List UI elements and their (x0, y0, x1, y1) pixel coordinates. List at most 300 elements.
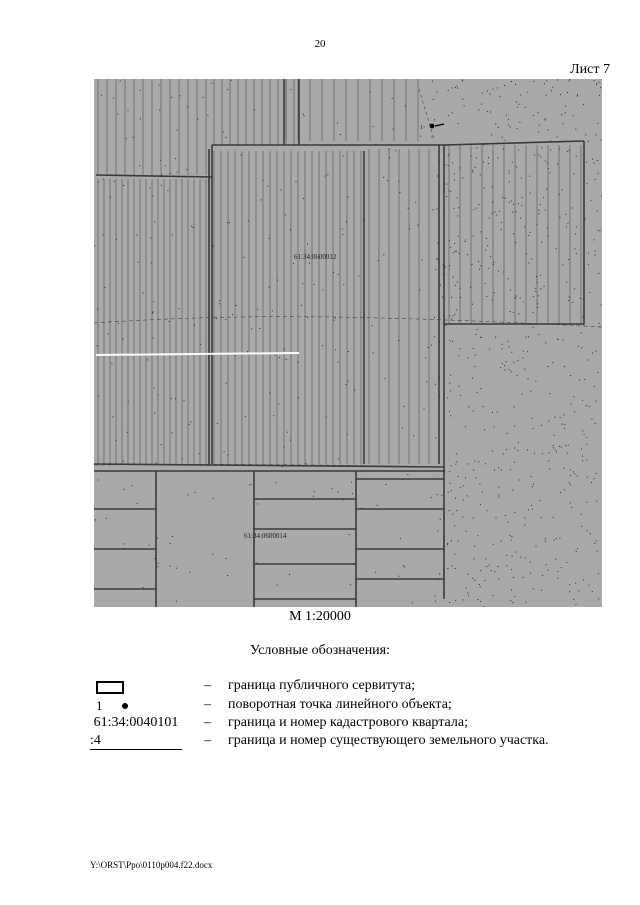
noise-dot (445, 145, 446, 146)
noise-dot (251, 484, 252, 485)
noise-dot (404, 566, 405, 567)
noise-dot (337, 123, 338, 124)
noise-dot (545, 119, 546, 120)
noise-dot (545, 541, 546, 542)
noise-dot (211, 83, 212, 84)
noise-dot (192, 227, 193, 228)
noise-dot (432, 81, 433, 82)
noise-dot (526, 602, 527, 603)
noise-dot (458, 476, 459, 477)
noise-dot (219, 303, 220, 304)
noise-dot (540, 500, 541, 501)
noise-dot (559, 446, 560, 447)
noise-dot (243, 257, 244, 258)
noise-dot (158, 394, 159, 395)
servitude-rectangle-icon (96, 681, 124, 694)
noise-dot (477, 599, 478, 600)
noise-dot (533, 484, 534, 485)
noise-dot (549, 452, 550, 453)
noise-dot (304, 116, 305, 117)
noise-dot (284, 349, 285, 350)
noise-dot (443, 265, 444, 266)
noise-dot (514, 462, 515, 463)
noise-dot (554, 417, 555, 418)
noise-dot (537, 307, 538, 308)
noise-dot (143, 587, 144, 588)
noise-dot (530, 193, 531, 194)
noise-dot (597, 160, 598, 161)
page-number: 20 (314, 38, 326, 50)
noise-dot (577, 96, 578, 97)
noise-dot (541, 242, 542, 243)
noise-dot (497, 412, 498, 413)
noise-dot (122, 339, 123, 340)
noise-dot (512, 602, 513, 603)
noise-dot (449, 510, 450, 511)
noise-dot (565, 112, 566, 113)
noise-dot (562, 424, 563, 425)
noise-dot (467, 495, 468, 496)
noise-dot (226, 383, 227, 384)
noise-dot (508, 125, 509, 126)
noise-dot (574, 173, 575, 174)
noise-dot (511, 81, 512, 82)
noise-dot (224, 451, 225, 452)
noise-dot (595, 179, 596, 180)
quarter-label-south: 61:34:0600014 (244, 532, 287, 540)
noise-dot (373, 126, 374, 127)
noise-dot (176, 568, 177, 569)
noise-dot (552, 87, 553, 88)
noise-dot (540, 204, 541, 205)
noise-dot (509, 170, 510, 171)
noise-dot (544, 286, 545, 287)
noise-dot (468, 463, 469, 464)
noise-dot (493, 89, 494, 90)
noise-dot (550, 150, 551, 151)
noise-dot (449, 240, 450, 241)
noise-dot (437, 259, 438, 260)
noise-dot (563, 414, 564, 415)
noise-dot (227, 89, 228, 90)
noise-dot (589, 292, 590, 293)
noise-dot (463, 486, 464, 487)
noise-dot (480, 570, 481, 571)
noise-dot (518, 442, 519, 443)
noise-dot (564, 366, 565, 367)
noise-dot (395, 150, 396, 151)
noise-dot (495, 124, 496, 125)
noise-dot (492, 412, 493, 413)
noise-dot (514, 448, 515, 449)
noise-dot (504, 370, 505, 371)
point-label: 1 (420, 125, 423, 131)
noise-dot (599, 82, 600, 83)
noise-dot (194, 325, 195, 326)
noise-dot (358, 276, 359, 277)
noise-dot (494, 427, 495, 428)
noise-dot (449, 602, 450, 603)
noise-dot (470, 156, 471, 157)
noise-dot (452, 513, 453, 514)
noise-dot (334, 320, 335, 321)
noise-dot (548, 129, 549, 130)
noise-dot (559, 194, 560, 195)
noise-dot (460, 297, 461, 298)
noise-dot (493, 544, 494, 545)
noise-dot (501, 222, 502, 223)
noise-dot (289, 574, 290, 575)
noise-dot (498, 158, 499, 159)
noise-dot (582, 460, 583, 461)
noise-dot (523, 357, 524, 358)
noise-dot (528, 235, 529, 236)
noise-dot (553, 435, 554, 436)
noise-dot (591, 482, 592, 483)
noise-dot (447, 568, 448, 569)
noise-dot (473, 235, 474, 236)
noise-dot (587, 530, 588, 531)
noise-dot (106, 518, 107, 519)
noise-dot (582, 347, 583, 348)
noise-dot (460, 288, 461, 289)
noise-dot (531, 418, 532, 419)
noise-dot (452, 112, 453, 113)
noise-dot (435, 601, 436, 602)
noise-dot (490, 112, 491, 113)
noise-dot (570, 375, 571, 376)
noise-dot (259, 328, 260, 329)
noise-dot (535, 288, 536, 289)
noise-dot (138, 262, 139, 263)
noise-dot (158, 563, 159, 564)
noise-dot (533, 588, 534, 589)
noise-dot (480, 601, 481, 602)
noise-dot (170, 173, 171, 174)
noise-dot (542, 575, 543, 576)
noise-dot (160, 160, 161, 161)
noise-dot (514, 512, 515, 513)
noise-dot (226, 558, 227, 559)
noise-dot (520, 218, 521, 219)
noise-dot (460, 395, 461, 396)
noise-dot (450, 415, 451, 416)
noise-dot (474, 580, 475, 581)
noise-dot (449, 411, 450, 412)
noise-dot (503, 454, 504, 455)
noise-dot (370, 92, 371, 93)
noise-dot (529, 176, 530, 177)
noise-dot (492, 187, 493, 188)
noise-dot (548, 168, 549, 169)
noise-dot (176, 601, 177, 602)
noise-dot (463, 599, 464, 600)
noise-dot (275, 355, 276, 356)
noise-dot (475, 355, 476, 356)
noise-dot (533, 296, 534, 297)
noise-dot (480, 265, 481, 266)
noise-dot (597, 211, 598, 212)
noise-dot (487, 510, 488, 511)
noise-dot (528, 378, 529, 379)
noise-dot (561, 114, 562, 115)
noise-dot (453, 277, 454, 278)
noise-dot (435, 384, 436, 385)
noise-dot (560, 94, 561, 95)
noise-dot (565, 445, 566, 446)
noise-dot (506, 565, 507, 566)
noise-dot (432, 136, 433, 137)
noise-dot (335, 349, 336, 350)
noise-dot (518, 313, 519, 314)
noise-dot (337, 491, 338, 492)
noise-dot (570, 502, 571, 503)
noise-dot (548, 421, 549, 422)
noise-dot (439, 377, 440, 378)
noise-dot (510, 127, 511, 128)
noise-dot (548, 366, 549, 367)
noise-dot (468, 574, 469, 575)
noise-dot (595, 351, 596, 352)
noise-dot (539, 125, 540, 126)
noise-dot (573, 471, 574, 472)
noise-dot (385, 378, 386, 379)
noise-dot (488, 163, 489, 164)
noise-dot (98, 480, 99, 481)
noise-dot (585, 219, 586, 220)
noise-dot (508, 341, 509, 342)
noise-dot (474, 366, 475, 367)
noise-dot (451, 297, 452, 298)
noise-dot (514, 298, 515, 299)
noise-dot (468, 407, 469, 408)
noise-dot (435, 437, 436, 438)
noise-dot (446, 164, 447, 165)
noise-dot (455, 600, 456, 601)
noise-dot (448, 90, 449, 91)
noise-dot (167, 190, 168, 191)
noise-dot (576, 156, 577, 157)
noise-dot (154, 558, 155, 559)
noise-dot (272, 311, 273, 312)
noise-dot (511, 200, 512, 201)
noise-dot (533, 115, 534, 116)
noise-dot (472, 304, 473, 305)
noise-dot (377, 505, 378, 506)
noise-dot (521, 178, 522, 179)
noise-dot (508, 278, 509, 279)
noise-dot (523, 302, 524, 303)
noise-dot (574, 288, 575, 289)
noise-dot (597, 123, 598, 124)
noise-dot (479, 269, 480, 270)
noise-dot (290, 440, 291, 441)
noise-dot (497, 215, 498, 216)
noise-dot (566, 282, 567, 283)
noise-dot (506, 449, 507, 450)
noise-dot (521, 205, 522, 206)
noise-dot (510, 311, 511, 312)
noise-dot (500, 96, 501, 97)
noise-dot (389, 148, 390, 149)
noise-dot (502, 363, 503, 364)
noise-dot (190, 572, 191, 573)
noise-dot (455, 285, 456, 286)
noise-dot (425, 357, 426, 358)
noise-dot (552, 362, 553, 363)
noise-dot (207, 115, 208, 116)
noise-dot (581, 514, 582, 515)
noise-dot (347, 434, 348, 435)
noise-dot (541, 517, 542, 518)
quarter-number: 61:34:0040101 (93, 715, 179, 730)
noise-dot (511, 371, 512, 372)
noise-dot (437, 531, 438, 532)
noise-dot (557, 164, 558, 165)
noise-dot (549, 468, 550, 469)
noise-dot (479, 584, 480, 585)
noise-dot (538, 132, 539, 133)
noise-dot (568, 259, 569, 260)
noise-dot (563, 123, 564, 124)
noise-dot (454, 243, 455, 244)
map-scale: М 1:20000 (289, 609, 351, 624)
noise-dot (480, 586, 481, 587)
noise-dot (575, 233, 576, 234)
noise-dot (383, 177, 384, 178)
noise-dot (159, 110, 160, 111)
noise-dot (551, 90, 552, 91)
noise-dot (433, 99, 434, 100)
noise-dot (531, 476, 532, 477)
noise-dot (116, 239, 117, 240)
noise-dot (143, 292, 144, 293)
legend-symbol-servitude (88, 678, 184, 696)
noise-dot (490, 94, 491, 95)
noise-dot (487, 90, 488, 91)
noise-dot (577, 548, 578, 549)
noise-dot (208, 402, 209, 403)
noise-dot (269, 393, 270, 394)
noise-dot (399, 576, 400, 577)
noise-dot (491, 134, 492, 135)
noise-dot (512, 556, 513, 557)
noise-dot (533, 81, 534, 82)
noise-dot (453, 252, 454, 253)
noise-dot (517, 128, 518, 129)
noise-dot (509, 346, 510, 347)
noise-dot (466, 588, 467, 589)
noise-dot (530, 573, 531, 574)
noise-dot (476, 392, 477, 393)
noise-dot (474, 460, 475, 461)
noise-dot (567, 92, 568, 93)
noise-dot (532, 486, 533, 487)
noise-dot (139, 165, 140, 166)
noise-dot (152, 313, 153, 314)
noise-dot (449, 483, 450, 484)
noise-dot (520, 95, 521, 96)
noise-dot (195, 492, 196, 493)
noise-dot (569, 482, 570, 483)
noise-dot (435, 596, 436, 597)
noise-dot (508, 522, 509, 523)
noise-dot (584, 434, 585, 435)
noise-dot (189, 424, 190, 425)
noise-dot (449, 190, 450, 191)
noise-dot (133, 137, 134, 138)
noise-dot (516, 102, 517, 103)
noise-dot (506, 115, 507, 116)
noise-dot (413, 435, 414, 436)
noise-dot (104, 287, 105, 288)
noise-dot (555, 449, 556, 450)
noise-dot (457, 215, 458, 216)
noise-dot (348, 196, 349, 197)
legend-dash: – (204, 678, 211, 693)
noise-dot (437, 494, 438, 495)
noise-dot (580, 298, 581, 299)
noise-dot (512, 490, 513, 491)
point-marker (430, 124, 435, 129)
noise-dot (450, 390, 451, 391)
noise-dot (169, 321, 170, 322)
noise-dot (534, 453, 535, 454)
noise-dot (458, 123, 459, 124)
noise-dot (504, 85, 505, 86)
noise-dot (595, 255, 596, 256)
point-dot-icon (122, 703, 128, 709)
noise-dot (175, 158, 176, 159)
noise-dot (587, 477, 588, 478)
noise-dot (567, 453, 568, 454)
noise-dot (417, 225, 418, 226)
noise-dot (269, 287, 270, 288)
noise-dot (548, 460, 549, 461)
noise-dot (124, 543, 125, 544)
noise-dot (419, 289, 420, 290)
noise-dot (524, 518, 525, 519)
noise-dot (579, 380, 580, 381)
noise-dot (436, 259, 437, 260)
noise-dot (251, 328, 252, 329)
noise-dot (454, 554, 455, 555)
noise-dot (584, 205, 585, 206)
noise-dot (123, 460, 124, 461)
noise-dot (510, 290, 511, 291)
noise-dot (557, 578, 558, 579)
noise-dot (599, 95, 600, 96)
legend-text: граница и номер кадастрового квартала; (228, 715, 468, 730)
noise-dot (172, 234, 173, 235)
noise-dot (537, 303, 538, 304)
noise-dot (217, 423, 218, 424)
noise-dot (439, 341, 440, 342)
noise-dot (505, 198, 506, 199)
noise-dot (342, 234, 343, 235)
noise-dot (592, 353, 593, 354)
noise-dot (484, 429, 485, 430)
noise-dot (528, 509, 529, 510)
noise-dot (516, 375, 517, 376)
noise-dot (343, 284, 344, 285)
noise-dot (98, 181, 99, 182)
noise-dot (361, 508, 362, 509)
noise-dot (508, 172, 509, 173)
noise-dot (597, 551, 598, 552)
noise-dot (94, 245, 95, 246)
noise-dot (583, 261, 584, 262)
